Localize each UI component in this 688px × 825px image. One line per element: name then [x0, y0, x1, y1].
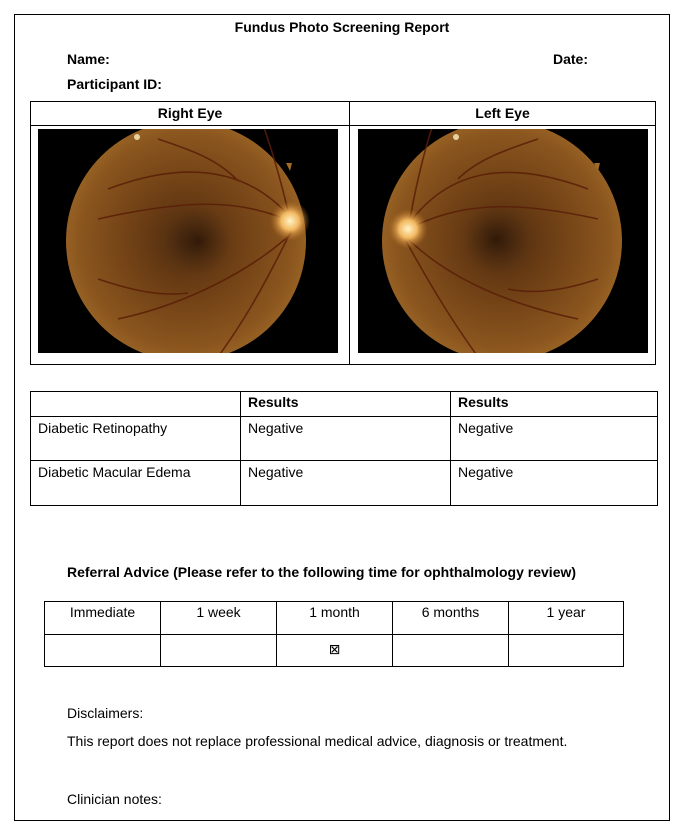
referral-option-1-month: 1 month — [309, 604, 360, 620]
referral-option-1-week: 1 week — [196, 604, 241, 620]
left-eye-result: Negative — [458, 420, 514, 436]
disclaimer-text: This report does not replace professional medical advice, diagnosis or treatment. — [67, 733, 568, 749]
results-row-divider-2 — [31, 460, 657, 461]
referral-checked-box-icon[interactable]: ⊠ — [328, 642, 341, 658]
date-label: Date: — [553, 51, 589, 67]
referral-option-immediate: Immediate — [69, 604, 136, 620]
name-label: Name: — [67, 51, 110, 67]
right-eye-result: Negative — [248, 464, 304, 480]
referral-table — [44, 601, 624, 667]
clinician-notes-label: Clinician notes: — [67, 791, 162, 807]
results-table — [30, 391, 658, 506]
referral-option-1-year: 1 year — [546, 604, 586, 620]
eye-images-table — [30, 101, 656, 365]
right-eye-result: Negative — [248, 420, 304, 436]
condition-label: Diabetic Macular Edema — [38, 464, 191, 480]
results-col-divider-1 — [240, 392, 241, 505]
eye-column-divider — [349, 102, 350, 364]
report-title: Fundus Photo Screening Report — [234, 19, 450, 35]
right-eye-fundus-image — [38, 129, 338, 353]
results-row-divider-1 — [31, 416, 657, 417]
condition-label: Diabetic Retinopathy — [38, 420, 168, 436]
disclaimers-label: Disclaimers: — [67, 705, 144, 721]
results-header-left: Results — [458, 394, 509, 410]
report-page — [14, 14, 670, 821]
referral-row-divider — [45, 634, 623, 635]
results-header-right: Results — [248, 394, 299, 410]
left-eye-header: Left Eye — [350, 102, 655, 126]
participant-id-label: Participant ID: — [67, 76, 162, 92]
referral-advice-title: Referral Advice (Please refer to the following time for ophthalmology review) — [67, 564, 577, 580]
right-eye-header: Right Eye — [31, 102, 349, 126]
results-col-divider-2 — [450, 392, 451, 505]
referral-option-6-months: 6 months — [421, 604, 480, 620]
left-eye-result: Negative — [458, 464, 514, 480]
left-eye-fundus-image — [358, 129, 648, 353]
